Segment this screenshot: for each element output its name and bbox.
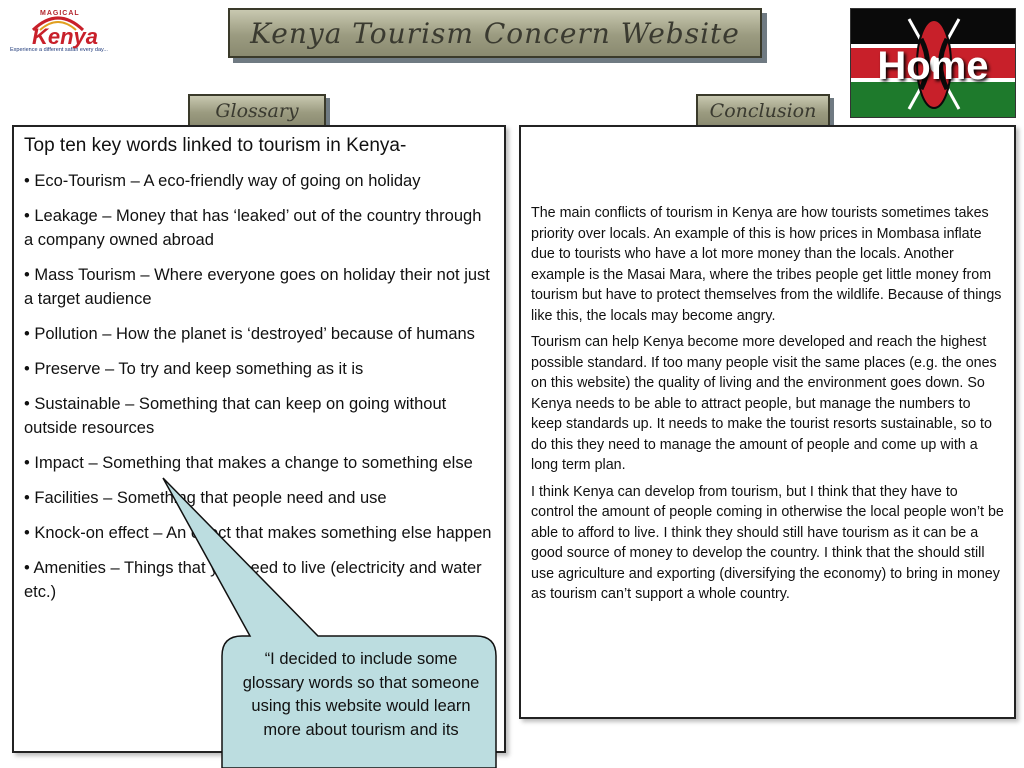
glossary-item: • Facilities – Something that people need and use (24, 489, 387, 507)
glossary-title: Top ten key words linked to tourism in Kenya- (24, 135, 407, 156)
glossary-item: • Knock-on effect – An effect that makes something else happen (24, 524, 492, 542)
glossary-item: • Leakage – Money that has ‘leaked’ out of the country through a company owned abroad (24, 207, 482, 249)
conclusion-paragraph: The main conflicts of tourism in Kenya are how tourists sometimes takes priority over locals. An example of this is how prices in Mombasa inflate due to tourists who have a lot more money than the locals. Another example is the Masai Mara, where the tribes people get little money from tourism but have to protect themselves from the wildlife. Because of things like this, the locals may become angry. (531, 205, 1002, 324)
glossary-item: • Preserve – To try and keep something as it is (24, 360, 364, 378)
logo-top-text: MAGICAL (40, 10, 80, 17)
page-title: Kenya Tourism Concern Website (250, 16, 740, 50)
glossary-heading-text: Glossary (215, 100, 299, 122)
glossary-item: • Eco-Tourism – A eco-friendly way of going on holiday (24, 172, 421, 190)
conclusion-paragraph: I think Kenya can develop from tourism, but I think that they have to control the amount of people coming in otherwise the local people won’t be able to afford to live. I think they should still have tourism as it can be a good source of money to develop the country. I think that the should still use agriculture and exporting (diversifying the economy) to bring in money as tourism can’t support a whole country. (531, 483, 1004, 602)
glossary-item: • Amenities – Things that you need to live (electricity and water etc.) (24, 559, 482, 601)
conclusion-heading-text: Conclusion (709, 100, 817, 122)
glossary-item: • Mass Tourism – Where everyone goes on holiday their not just a target audience (24, 266, 490, 308)
conclusion-paragraph: Tourism can help Kenya become more developed and reach the highest possible standard. If too many people visit the same places (e.g. the ones on this website) the quality of living and the environment goes down. So Kenya needs to be able to attract people, but manage the numbers to keep standards up. It needs to make the tourist resorts sustainable, so to do this they need to manage the amount of people and come up with a long term plan. (531, 334, 997, 473)
home-label: Home (877, 44, 989, 88)
callout-text: “I decided to include some glossary words so that someone using this website would learn more about tourism and its (242, 650, 480, 739)
glossary-item: • Impact – Something that makes a change to something else (24, 454, 473, 472)
logo-name: Kenya (32, 24, 99, 49)
glossary-item: • Pollution – How the planet is ‘destroyed’ because of humans (24, 325, 475, 343)
glossary-item: • Sustainable – Something that can keep on going without outside resources (24, 395, 447, 437)
logo-tagline: Experience a different safari every day... (10, 47, 108, 53)
